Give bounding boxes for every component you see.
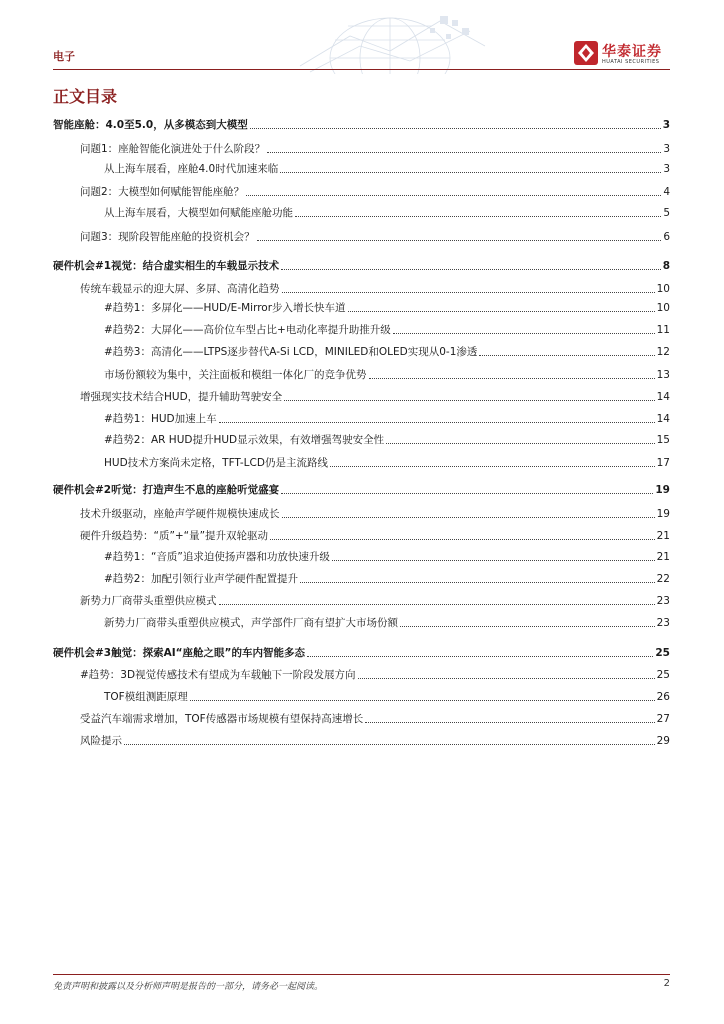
toc-dot-leader bbox=[348, 311, 655, 312]
toc-dot-leader bbox=[250, 128, 661, 129]
toc-entry-title: 硬件升级趋势：“质”+“量”提升双轮驱动 bbox=[80, 530, 269, 542]
toc-entry-level2[interactable] bbox=[80, 140, 670, 156]
toc-entry-page: 6 bbox=[663, 231, 670, 243]
toc-dot-leader bbox=[393, 333, 655, 334]
toc-entry-level3[interactable] bbox=[104, 410, 670, 426]
toc-entry-page: 22 bbox=[656, 573, 670, 585]
toc-entry-title: 硬件机会#3触觉：探索AI“座舱之眼”的车内智能多态 bbox=[53, 647, 305, 659]
toc-entry-level3[interactable] bbox=[104, 321, 670, 337]
toc-entry-page: 14 bbox=[656, 413, 670, 425]
toc-entry-level3[interactable] bbox=[104, 343, 670, 359]
toc-entry-title: #趋势1：HUD加速上车 bbox=[104, 413, 217, 425]
toc-dot-leader bbox=[295, 216, 661, 217]
toc-entry-title: 从上海车展看，座舱4.0时代加速来临 bbox=[104, 163, 279, 175]
toc-dot-leader bbox=[246, 195, 661, 196]
toc-entry-page: 19 bbox=[656, 508, 670, 520]
toc-entry-title: 新势力厂商带头重塑供应模式 bbox=[80, 595, 217, 607]
toc-entry-page: 25 bbox=[655, 647, 670, 659]
toc-entry-title: 受益汽车端需求增加，TOF传感器市场规模有望保持高速增长 bbox=[80, 713, 364, 725]
toc-entry-page: 3 bbox=[663, 163, 670, 175]
toc-entry-page: 11 bbox=[656, 324, 670, 336]
toc-dot-leader bbox=[267, 152, 661, 153]
toc-entry-title: HUD技术方案尚未定格，TFT-LCD仍是主流路线 bbox=[104, 457, 328, 469]
header-divider bbox=[53, 69, 670, 70]
toc-dot-leader bbox=[284, 400, 654, 401]
toc-entry-page: 10 bbox=[656, 302, 670, 314]
footer-divider bbox=[53, 974, 670, 975]
toc-entry-page: 10 bbox=[656, 283, 670, 295]
toc-entry-level1[interactable] bbox=[53, 481, 670, 497]
logo-chinese-name: 华泰证券 bbox=[602, 44, 662, 60]
toc-dot-leader bbox=[386, 443, 654, 444]
toc-entry-title: 问题3：现阶段智能座舱的投资机会？ bbox=[80, 231, 255, 243]
toc-entry-title: #趋势2：AR HUD提升HUD显示效果，有效增强驾驶安全性 bbox=[104, 434, 385, 446]
toc-entry-level2[interactable] bbox=[80, 505, 670, 521]
toc-dot-leader bbox=[365, 722, 654, 723]
toc-dot-leader bbox=[219, 422, 655, 423]
toc-entry-level3[interactable] bbox=[104, 366, 670, 382]
toc-dot-leader bbox=[369, 378, 655, 379]
toc-dot-leader bbox=[282, 292, 655, 293]
toc-entry-page: 15 bbox=[656, 434, 670, 446]
toc-entry-level2[interactable] bbox=[80, 183, 670, 199]
toc-entry-title: #趋势1：“音质”追求迫使扬声器和功放快速升级 bbox=[104, 551, 330, 563]
toc-entry-title: 新势力厂商带头重塑供应模式，声学部件厂商有望扩大市场份额 bbox=[104, 617, 398, 629]
toc-entry-title: 风险提示 bbox=[80, 735, 122, 747]
toc-dot-leader bbox=[332, 560, 655, 561]
toc-entry-page: 21 bbox=[656, 551, 670, 563]
toc-entry-level2[interactable] bbox=[80, 228, 670, 244]
toc-dot-leader bbox=[307, 656, 653, 657]
toc-entry-title: 问题2：大模型如何赋能智能座舱？ bbox=[80, 186, 245, 198]
toc-dot-leader bbox=[282, 517, 655, 518]
toc-entry-page: 23 bbox=[656, 617, 670, 629]
toc-entry-level3[interactable] bbox=[104, 160, 670, 176]
toc-dot-leader bbox=[281, 493, 653, 494]
toc-entry-level3[interactable] bbox=[104, 299, 670, 315]
toc-entry-page: 4 bbox=[663, 186, 670, 198]
toc-entry-page: 3 bbox=[663, 143, 670, 155]
toc-entry-title: 问题1：座舱智能化演进处于什么阶段？ bbox=[80, 143, 266, 155]
toc-entry-level1[interactable] bbox=[53, 257, 670, 273]
toc-entry-level3[interactable] bbox=[104, 548, 670, 564]
toc-dot-leader bbox=[270, 539, 655, 540]
toc-dot-leader bbox=[219, 604, 655, 605]
toc-dot-leader bbox=[281, 269, 661, 270]
toc-dot-leader bbox=[300, 582, 655, 583]
toc-entry-page: 27 bbox=[656, 713, 670, 725]
toc-entry-page: 12 bbox=[656, 346, 670, 358]
toc-entry-page: 13 bbox=[656, 369, 670, 381]
huatai-logo-icon bbox=[574, 41, 598, 65]
toc-entry-level3[interactable] bbox=[104, 204, 670, 220]
toc-entry-title: 增强现实技术结合HUD，提升辅助驾驶安全 bbox=[80, 391, 283, 403]
toc-entry-level2[interactable] bbox=[80, 527, 670, 543]
toc-entry-page: 3 bbox=[662, 119, 670, 131]
toc-entry-page: 26 bbox=[656, 691, 670, 703]
toc-entry-title: 智能座舱：4.0至5.0，从多模态到大模型 bbox=[53, 119, 248, 131]
toc-entry-level3[interactable] bbox=[104, 454, 670, 470]
toc-entry-title: 从上海车展看，大模型如何赋能座舱功能 bbox=[104, 207, 293, 219]
toc-dot-leader bbox=[124, 744, 655, 745]
toc-entry-page: 21 bbox=[656, 530, 670, 542]
toc-entry-level3[interactable] bbox=[104, 570, 670, 586]
header-category: 电子 bbox=[53, 50, 75, 63]
toc-entry-title: 市场份额较为集中，关注面板和模组一体化厂的竞争优势 bbox=[104, 369, 367, 381]
toc-entry-title: #趋势2：大屏化——高价位车型占比+电动化率提升助推升级 bbox=[104, 324, 391, 336]
toc-entry-page: 23 bbox=[656, 595, 670, 607]
toc-entry-level2[interactable] bbox=[80, 732, 670, 748]
toc-entry-page: 29 bbox=[656, 735, 670, 747]
globe-watermark-icon bbox=[290, 6, 490, 74]
toc-entry-page: 5 bbox=[663, 207, 670, 219]
toc-entry-title: 硬件机会#1视觉：结合虚实相生的车载显示技术 bbox=[53, 260, 280, 272]
toc-entry-level2[interactable] bbox=[80, 592, 670, 608]
toc-entry-level3[interactable] bbox=[104, 614, 670, 630]
toc-dot-leader bbox=[400, 626, 655, 627]
toc-entry-level1[interactable] bbox=[53, 644, 670, 660]
toc-entry-page: 25 bbox=[656, 669, 670, 681]
toc-dot-leader bbox=[280, 172, 661, 173]
toc-entry-title: #趋势1：多屏化——HUD/E-Mirror步入增长快车道 bbox=[104, 302, 346, 314]
toc-entry-level2[interactable] bbox=[80, 666, 670, 682]
toc-dot-leader bbox=[358, 678, 655, 679]
toc-entry-title: TOF模组测距原理 bbox=[104, 691, 188, 703]
toc-dot-leader bbox=[479, 355, 654, 356]
toc-entry-page: 19 bbox=[655, 484, 670, 496]
toc-entry-page: 14 bbox=[656, 391, 670, 403]
toc-dot-leader bbox=[190, 700, 655, 701]
toc-dot-leader bbox=[330, 466, 655, 467]
logo-english-name: HUATAI SECURITIES bbox=[602, 59, 660, 65]
toc-title: 正文目录 bbox=[53, 87, 118, 106]
toc-entry-level1[interactable] bbox=[53, 116, 670, 132]
page-number: 2 bbox=[663, 978, 670, 989]
toc-entry-page: 8 bbox=[662, 260, 670, 272]
toc-entry-title: 硬件机会#2听觉：打造声生不息的座舱听觉盛宴 bbox=[53, 484, 280, 496]
toc-entry-title: #趋势3：高清化——LTPS逐步替代A-Si LCD，MINILED和OLED实现从0-1渗透 bbox=[104, 346, 478, 358]
toc-entry-level2[interactable] bbox=[80, 710, 670, 726]
toc-entry-level2[interactable] bbox=[80, 280, 670, 296]
toc-entry-level2[interactable] bbox=[80, 388, 670, 404]
toc-entry-page: 17 bbox=[656, 457, 670, 469]
company-logo bbox=[574, 40, 674, 68]
footer-disclaimer: 免责声明和披露以及分析师声明是报告的一部分，请务必一起阅读。 bbox=[53, 982, 324, 992]
toc-entry-title: 技术升级驱动，座舱声学硬件规模快速成长 bbox=[80, 508, 280, 520]
toc-entry-title: #趋势2：加配引领行业声学硬件配置提升 bbox=[104, 573, 298, 585]
toc-entry-title: 传统车载显示的迎大屏、多屏、高清化趋势 bbox=[80, 283, 280, 295]
toc-entry-title: #趋势：3D视觉传感技术有望成为车载触下一阶段发展方向 bbox=[80, 669, 356, 681]
toc-entry-level3[interactable] bbox=[104, 431, 670, 447]
toc-entry-level3[interactable] bbox=[104, 688, 670, 704]
toc-dot-leader bbox=[257, 240, 662, 241]
